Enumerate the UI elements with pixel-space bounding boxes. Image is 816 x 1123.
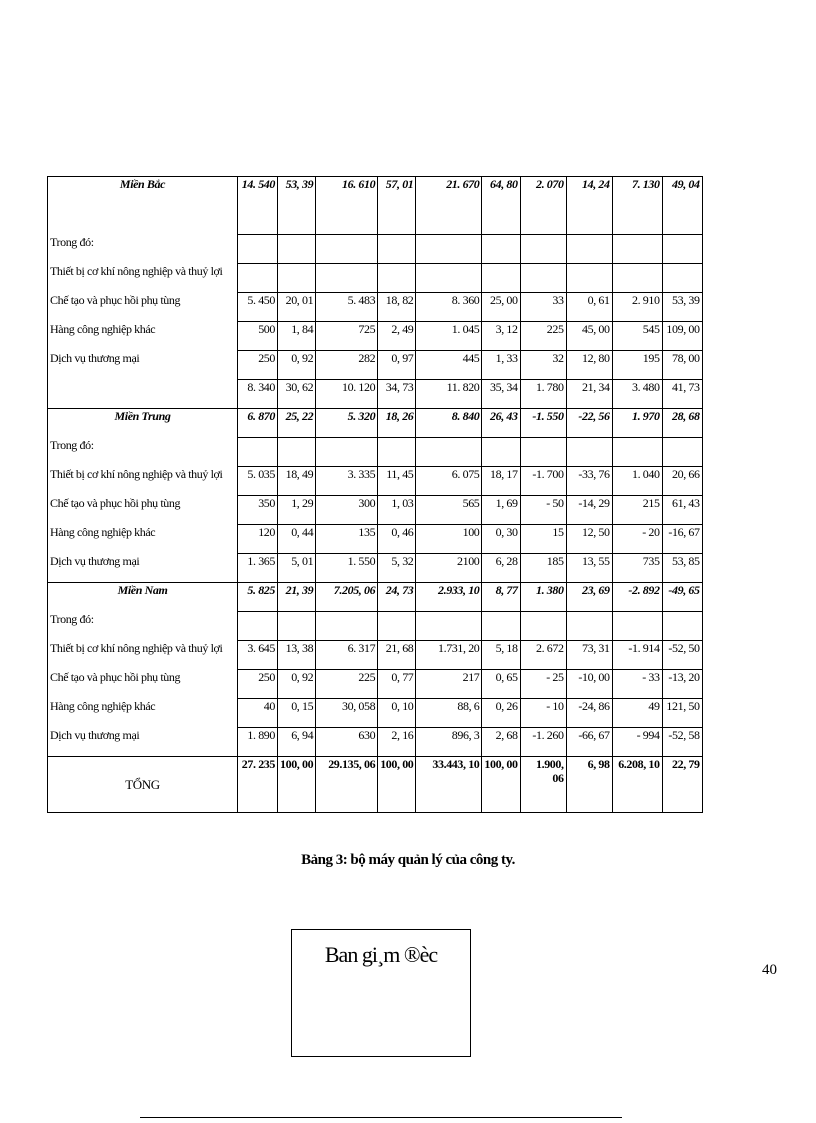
table-cell <box>278 264 316 293</box>
org-chart-box <box>291 929 471 1057</box>
table-cell: 350 <box>238 496 278 525</box>
table-cell <box>416 438 482 467</box>
row-label: Chế tạo và phục hồi phụ tùng <box>48 496 238 525</box>
table-cell: 21, 34 <box>566 380 612 409</box>
table-cell: 7. 130 <box>612 177 662 235</box>
row-label: Hàng công nghiệp khác <box>48 699 238 728</box>
table-cell: 35, 34 <box>482 380 520 409</box>
table-cell: 88, 6 <box>416 699 482 728</box>
table-cell: 45, 00 <box>566 322 612 351</box>
table-row <box>48 583 703 612</box>
table-cell: 0, 26 <box>482 699 520 728</box>
table-cell: 185 <box>520 554 566 583</box>
table-cell <box>612 264 662 293</box>
table-cell: 53, 85 <box>662 554 702 583</box>
table-cell <box>566 438 612 467</box>
table-cell: -13, 20 <box>662 670 702 699</box>
table-cell: 53, 39 <box>662 293 702 322</box>
table-cell: -14, 29 <box>566 496 612 525</box>
data-table <box>47 176 703 813</box>
table-cell: 78, 00 <box>662 351 702 380</box>
table-cell: 0, 61 <box>566 293 612 322</box>
table-cell: 225 <box>520 322 566 351</box>
table-cell: -22, 56 <box>566 409 612 438</box>
table-cell: 18, 17 <box>482 467 520 496</box>
table-cell: - 50 <box>520 496 566 525</box>
table-caption: Bảng 3: bộ máy quản lý của công ty. <box>301 852 515 868</box>
table-cell <box>238 438 278 467</box>
row-label: Dịch vụ thương mại <box>48 554 238 583</box>
table-cell: 14, 24 <box>566 177 612 235</box>
footer-rule <box>140 1117 622 1118</box>
table-cell: 20, 66 <box>662 467 702 496</box>
table-cell: 6. 870 <box>238 409 278 438</box>
table-cell: 565 <box>416 496 482 525</box>
table-cell: 11, 45 <box>378 467 416 496</box>
table-cell: 15 <box>520 525 566 554</box>
table-cell <box>278 612 316 641</box>
table-cell: - 20 <box>612 525 662 554</box>
row-label: Trong đó: <box>48 612 238 641</box>
table-row <box>48 409 703 438</box>
table-cell <box>378 438 416 467</box>
table-row <box>48 235 703 264</box>
table-cell: -1. 914 <box>612 641 662 670</box>
table-row <box>48 177 703 235</box>
table-cell: 1. 550 <box>316 554 378 583</box>
table-cell: 1, 29 <box>278 496 316 525</box>
table-cell: -52, 58 <box>662 728 702 757</box>
table-cell: 18, 26 <box>378 409 416 438</box>
table-cell <box>482 438 520 467</box>
table-row <box>48 757 703 813</box>
table-cell: 121, 50 <box>662 699 702 728</box>
table-cell: -1. 700 <box>520 467 566 496</box>
table-cell: 0, 97 <box>378 351 416 380</box>
table-cell: 8, 77 <box>482 583 520 612</box>
table-cell: 33 <box>520 293 566 322</box>
table-cell: 20, 01 <box>278 293 316 322</box>
table-cell <box>662 438 702 467</box>
table-cell: 1.900, 06 <box>520 757 566 813</box>
table-cell: -24, 86 <box>566 699 612 728</box>
table-row <box>48 351 703 380</box>
table-cell: 0, 92 <box>278 670 316 699</box>
table-cell <box>378 612 416 641</box>
table-cell: - 10 <box>520 699 566 728</box>
table-cell: 25, 00 <box>482 293 520 322</box>
table-cell <box>520 264 566 293</box>
table-cell: 6, 94 <box>278 728 316 757</box>
table-cell: 100, 00 <box>278 757 316 813</box>
table-cell: 5. 035 <box>238 467 278 496</box>
table-cell: 1. 365 <box>238 554 278 583</box>
table-cell: 2, 68 <box>482 728 520 757</box>
table-cell <box>482 612 520 641</box>
table-cell: 630 <box>316 728 378 757</box>
table-cell: 545 <box>612 322 662 351</box>
table-cell: 1, 84 <box>278 322 316 351</box>
table-cell: 41, 73 <box>662 380 702 409</box>
row-label: Dịch vụ thương mại <box>48 351 238 380</box>
table-cell: -52, 50 <box>662 641 702 670</box>
table-cell <box>278 235 316 264</box>
row-label: Hàng công nghiệp khác <box>48 525 238 554</box>
table-cell: 1, 69 <box>482 496 520 525</box>
table-cell: 1. 890 <box>238 728 278 757</box>
table-cell: 1. 780 <box>520 380 566 409</box>
table-cell: 40 <box>238 699 278 728</box>
row-label: Trong đó: <box>48 438 238 467</box>
table-cell: 250 <box>238 351 278 380</box>
row-label: Miền Bắc <box>48 177 238 235</box>
table-cell: 445 <box>416 351 482 380</box>
table-cell <box>416 612 482 641</box>
table-cell: 64, 80 <box>482 177 520 235</box>
row-label: Trong đó: <box>48 235 238 264</box>
table-cell: 0, 15 <box>278 699 316 728</box>
table-cell: 5, 32 <box>378 554 416 583</box>
table-row <box>48 525 703 554</box>
table-cell: 26, 43 <box>482 409 520 438</box>
table-cell <box>316 264 378 293</box>
table-cell: -1. 550 <box>520 409 566 438</box>
table-cell: 8. 840 <box>416 409 482 438</box>
table-cell: 6. 075 <box>416 467 482 496</box>
table-cell: 12, 80 <box>566 351 612 380</box>
table-cell <box>316 235 378 264</box>
table-cell <box>416 235 482 264</box>
table-cell: 500 <box>238 322 278 351</box>
table-cell: 6.208, 10 <box>612 757 662 813</box>
table-cell: 6, 98 <box>566 757 612 813</box>
table-cell: 300 <box>316 496 378 525</box>
table-cell: 1. 045 <box>416 322 482 351</box>
table-cell: 61, 43 <box>662 496 702 525</box>
table-cell: 8. 340 <box>238 380 278 409</box>
table-cell: 49, 04 <box>662 177 702 235</box>
table-cell <box>416 264 482 293</box>
table-cell: 25, 22 <box>278 409 316 438</box>
table-cell: 22, 79 <box>662 757 702 813</box>
table-cell: 282 <box>316 351 378 380</box>
table-cell: 2.933, 10 <box>416 583 482 612</box>
row-label: Thiết bị cơ khí nông nghiệp và thuỷ lợi <box>48 641 238 670</box>
org-chart-box-label: Ban gi¸m ®èc <box>324 942 438 967</box>
row-label: Miền Nam <box>48 583 238 612</box>
row-label <box>48 380 238 409</box>
table-cell: 120 <box>238 525 278 554</box>
table-cell: 0, 10 <box>378 699 416 728</box>
table-cell: 34, 73 <box>378 380 416 409</box>
table-cell <box>662 264 702 293</box>
table-cell: 6. 317 <box>316 641 378 670</box>
table-cell: 21. 670 <box>416 177 482 235</box>
table-cell <box>238 235 278 264</box>
table-cell: 21, 68 <box>378 641 416 670</box>
table-cell: 2. 910 <box>612 293 662 322</box>
table-cell <box>612 612 662 641</box>
table-cell: 2100 <box>416 554 482 583</box>
table-cell: 3. 480 <box>612 380 662 409</box>
table-cell: 49 <box>612 699 662 728</box>
table-row <box>48 293 703 322</box>
table-cell <box>316 612 378 641</box>
row-label: Chế tạo và phục hồi phụ tùng <box>48 293 238 322</box>
table-cell: 2, 16 <box>378 728 416 757</box>
table-cell: 28, 68 <box>662 409 702 438</box>
page-number: 40 <box>762 962 777 978</box>
table-row <box>48 641 703 670</box>
table-cell: -66, 67 <box>566 728 612 757</box>
table-row <box>48 699 703 728</box>
row-label: Dịch vụ thương mại <box>48 728 238 757</box>
table-cell: 217 <box>416 670 482 699</box>
table-cell: 0, 92 <box>278 351 316 380</box>
table-row <box>48 728 703 757</box>
table-cell: -1. 260 <box>520 728 566 757</box>
table-row <box>48 380 703 409</box>
table-cell: 735 <box>612 554 662 583</box>
table-cell <box>520 612 566 641</box>
table-cell: 73, 31 <box>566 641 612 670</box>
table-cell: 29.135, 06 <box>316 757 378 813</box>
table-cell <box>378 235 416 264</box>
table-cell: -10, 00 <box>566 670 612 699</box>
table-cell: 6, 28 <box>482 554 520 583</box>
table-cell: 13, 55 <box>566 554 612 583</box>
table-cell: 100, 00 <box>378 757 416 813</box>
table-cell: 3. 645 <box>238 641 278 670</box>
table-row <box>48 612 703 641</box>
table-cell: 5. 825 <box>238 583 278 612</box>
row-label: Thiết bị cơ khí nông nghiệp và thuỷ lợi <box>48 467 238 496</box>
table-row <box>48 670 703 699</box>
table-cell: 5, 18 <box>482 641 520 670</box>
table-cell <box>612 235 662 264</box>
row-label: Thiết bị cơ khí nông nghiệp và thuỷ lợi <box>48 264 238 293</box>
row-label: TỔNG <box>48 757 238 813</box>
table-cell: 0, 77 <box>378 670 416 699</box>
table-cell: - 33 <box>612 670 662 699</box>
table-cell: 32 <box>520 351 566 380</box>
table-cell: -33, 76 <box>566 467 612 496</box>
table-cell <box>378 264 416 293</box>
row-label: Chế tạo và phục hồi phụ tùng <box>48 670 238 699</box>
table-cell <box>316 438 378 467</box>
table-cell: -49, 65 <box>662 583 702 612</box>
table-cell <box>566 612 612 641</box>
table-cell: 7.205, 06 <box>316 583 378 612</box>
table-row <box>48 264 703 293</box>
table-cell: 27. 235 <box>238 757 278 813</box>
table-cell: 5. 320 <box>316 409 378 438</box>
table-cell: 215 <box>612 496 662 525</box>
table-cell: 1. 970 <box>612 409 662 438</box>
table-cell <box>482 235 520 264</box>
table-cell: -2. 892 <box>612 583 662 612</box>
table-cell: 0, 46 <box>378 525 416 554</box>
table-cell <box>238 612 278 641</box>
table-cell: 5. 483 <box>316 293 378 322</box>
table-cell <box>520 235 566 264</box>
table-cell: 0, 44 <box>278 525 316 554</box>
table-cell <box>520 438 566 467</box>
table-cell <box>566 264 612 293</box>
table-cell: 5. 450 <box>238 293 278 322</box>
table-cell: 33.443, 10 <box>416 757 482 813</box>
table-cell: 24, 73 <box>378 583 416 612</box>
table-cell: 16. 610 <box>316 177 378 235</box>
table-cell: 14. 540 <box>238 177 278 235</box>
table-row <box>48 496 703 525</box>
table-cell: 0, 30 <box>482 525 520 554</box>
table-cell: 725 <box>316 322 378 351</box>
table-cell: 10. 120 <box>316 380 378 409</box>
table-cell: 1. 380 <box>520 583 566 612</box>
table-cell: 1, 03 <box>378 496 416 525</box>
table-row <box>48 322 703 351</box>
table-cell: 195 <box>612 351 662 380</box>
table-cell: 30, 058 <box>316 699 378 728</box>
table-cell: 896, 3 <box>416 728 482 757</box>
table-cell: 225 <box>316 670 378 699</box>
table-cell: 5, 01 <box>278 554 316 583</box>
table-cell: 0, 65 <box>482 670 520 699</box>
table-body <box>48 177 703 813</box>
table-cell: 1.731, 20 <box>416 641 482 670</box>
table-cell: 18, 82 <box>378 293 416 322</box>
table-cell: 135 <box>316 525 378 554</box>
table-cell: 3, 12 <box>482 322 520 351</box>
table-row <box>48 554 703 583</box>
table-cell: 8. 360 <box>416 293 482 322</box>
table-cell <box>566 235 612 264</box>
table-cell: - 994 <box>612 728 662 757</box>
table-cell <box>662 235 702 264</box>
table-cell: 13, 38 <box>278 641 316 670</box>
table-cell: 250 <box>238 670 278 699</box>
table-cell <box>662 612 702 641</box>
table-cell: 1, 33 <box>482 351 520 380</box>
table-cell <box>612 438 662 467</box>
table-row <box>48 467 703 496</box>
table-cell: 100 <box>416 525 482 554</box>
table-cell: 2, 49 <box>378 322 416 351</box>
table-cell: - 25 <box>520 670 566 699</box>
table-cell: 12, 50 <box>566 525 612 554</box>
table-cell <box>238 264 278 293</box>
row-label: Miền Trung <box>48 409 238 438</box>
table-cell: -16, 67 <box>662 525 702 554</box>
table-cell: 100, 00 <box>482 757 520 813</box>
table-cell: 109, 00 <box>662 322 702 351</box>
row-label: Hàng công nghiệp khác <box>48 322 238 351</box>
table-cell: 2. 672 <box>520 641 566 670</box>
table-cell: 23, 69 <box>566 583 612 612</box>
table-cell: 11. 820 <box>416 380 482 409</box>
table-cell: 1. 040 <box>612 467 662 496</box>
table-cell: 53, 39 <box>278 177 316 235</box>
table-cell: 18, 49 <box>278 467 316 496</box>
table-cell: 3. 335 <box>316 467 378 496</box>
table-cell: 57, 01 <box>378 177 416 235</box>
table-row <box>48 438 703 467</box>
table-cell: 21, 39 <box>278 583 316 612</box>
table-cell <box>482 264 520 293</box>
table-cell: 2. 070 <box>520 177 566 235</box>
table-cell <box>278 438 316 467</box>
table-cell: 30, 62 <box>278 380 316 409</box>
